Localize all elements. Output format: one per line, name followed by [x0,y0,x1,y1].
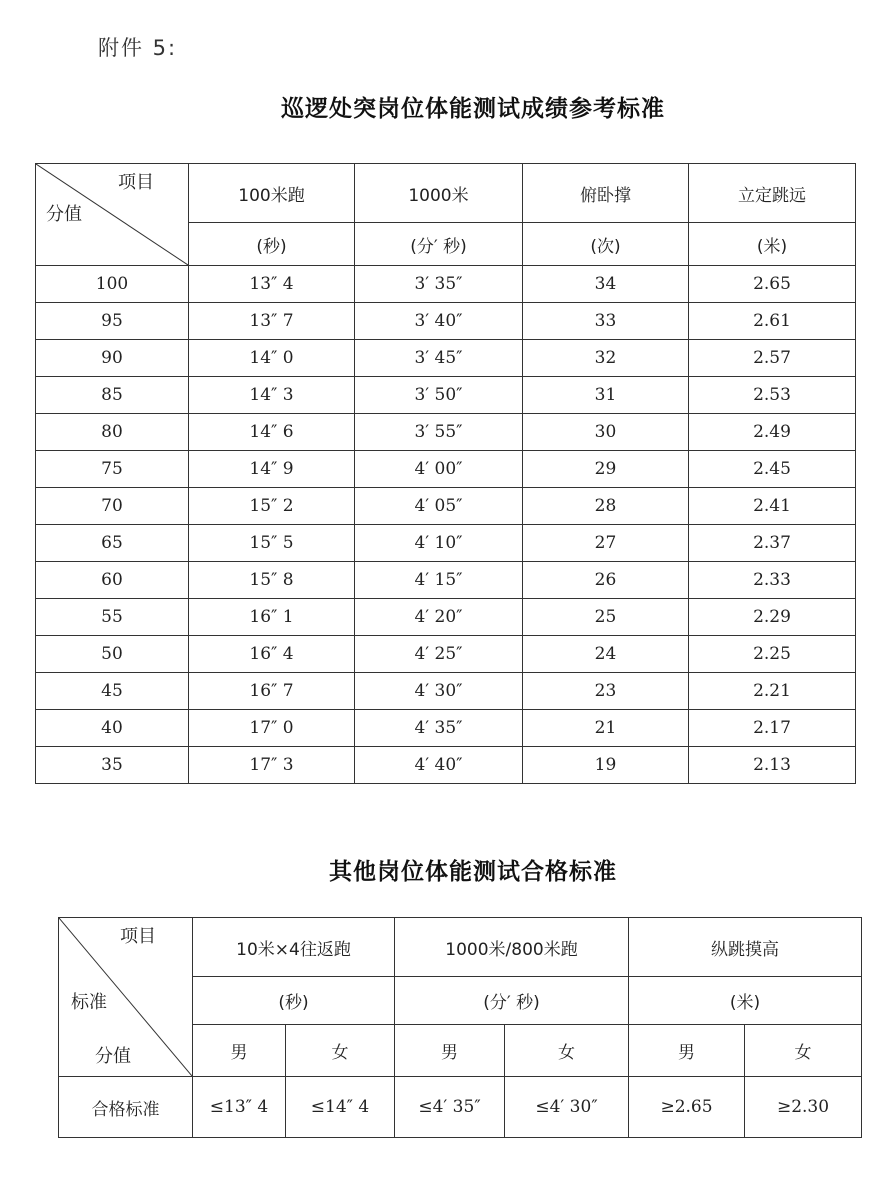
value-cell: 17″ 0 [189,710,355,747]
value-cell: 2.41 [689,488,856,525]
table-row [36,599,856,636]
pass-value: ≤4′ 30″ [505,1077,629,1138]
table-row [36,562,856,599]
value-cell: 16″ 4 [189,636,355,673]
value-cell: 3′ 55″ [355,414,523,451]
pass-value: ≥2.30 [745,1077,862,1138]
table-row [36,451,856,488]
pass-standard-label: 合格标准 [59,1077,193,1138]
table1-corner-cell [36,164,189,266]
table-row [36,525,856,562]
score-cell: 95 [36,303,189,340]
table-row [36,710,856,747]
score-cell: 55 [36,599,189,636]
table-row [36,266,856,303]
corner-score-label: 分值 [95,1046,131,1067]
value-cell: 4′ 10″ [355,525,523,562]
value-cell: 25 [523,599,689,636]
value-cell: 2.29 [689,599,856,636]
table2-corner-cell [59,918,193,1077]
value-cell: 27 [523,525,689,562]
value-cell: 14″ 0 [189,340,355,377]
header-1000m: 1000米 [355,164,523,223]
value-cell: 28 [523,488,689,525]
score-cell: 65 [36,525,189,562]
value-cell: 2.37 [689,525,856,562]
table-row [36,488,856,525]
value-cell: 15″ 2 [189,488,355,525]
value-cell: 4′ 00″ [355,451,523,488]
value-cell: 3′ 40″ [355,303,523,340]
value-cell: 3′ 50″ [355,377,523,414]
pass-standard-table [58,917,862,1138]
gender-male: 男 [193,1025,286,1077]
unit-1000m: (分′ 秒) [355,223,523,266]
header-vertical-jump: 纵跳摸高 [629,918,862,977]
table-row [36,377,856,414]
value-cell: 4′ 25″ [355,636,523,673]
pass-value: ≤4′ 35″ [395,1077,505,1138]
score-cell: 90 [36,340,189,377]
gender-female: 女 [286,1025,395,1077]
unit-shuttle-run: (秒) [193,977,395,1025]
score-cell: 80 [36,414,189,451]
value-cell: 19 [523,747,689,784]
value-cell: 2.57 [689,340,856,377]
unit-long-jump: (米) [689,223,856,266]
value-cell: 33 [523,303,689,340]
value-cell: 3′ 35″ [355,266,523,303]
score-cell: 75 [36,451,189,488]
value-cell: 3′ 45″ [355,340,523,377]
gender-female: 女 [745,1025,862,1077]
header-pushup: 俯卧撑 [523,164,689,223]
score-cell: 60 [36,562,189,599]
value-cell: 4′ 20″ [355,599,523,636]
value-cell: 16″ 7 [189,673,355,710]
value-cell: 16″ 1 [189,599,355,636]
gender-male: 男 [629,1025,745,1077]
value-cell: 2.65 [689,266,856,303]
value-cell: 32 [523,340,689,377]
value-cell: 2.25 [689,636,856,673]
value-cell: 29 [523,451,689,488]
value-cell: 2.21 [689,673,856,710]
value-cell: 2.53 [689,377,856,414]
gender-male: 男 [395,1025,505,1077]
value-cell: 4′ 05″ [355,488,523,525]
value-cell: 2.17 [689,710,856,747]
table-row [36,747,856,784]
value-cell: 2.33 [689,562,856,599]
pass-value: ≤13″ 4 [193,1077,286,1138]
unit-100m: (秒) [189,223,355,266]
value-cell: 2.45 [689,451,856,488]
table-row [36,636,856,673]
value-cell: 13″ 7 [189,303,355,340]
pass-value: ≥2.65 [629,1077,745,1138]
value-cell: 4′ 30″ [355,673,523,710]
value-cell: 15″ 5 [189,525,355,562]
corner-item-label: 项目 [118,172,154,193]
unit-distance-run: (分′ 秒) [395,977,629,1025]
score-cell: 85 [36,377,189,414]
value-cell: 24 [523,636,689,673]
score-cell: 50 [36,636,189,673]
header-long-jump: 立定跳远 [689,164,856,223]
corner-standard-label: 标准 [71,992,107,1013]
value-cell: 23 [523,673,689,710]
score-cell: 100 [36,266,189,303]
table2-title: 其他岗位体能测试合格标准 [329,859,617,885]
value-cell: 21 [523,710,689,747]
fitness-score-table [35,163,856,784]
value-cell: 30 [523,414,689,451]
value-cell: 2.49 [689,414,856,451]
value-cell: 14″ 9 [189,451,355,488]
value-cell: 4′ 35″ [355,710,523,747]
corner-item-label: 项目 [120,926,156,947]
table-row [36,673,856,710]
corner-score-label: 分值 [46,204,82,225]
unit-pushup: (次) [523,223,689,266]
header-shuttle-run: 10米×4往返跑 [193,918,395,977]
score-cell: 70 [36,488,189,525]
table-row [36,414,856,451]
gender-female: 女 [505,1025,629,1077]
value-cell: 13″ 4 [189,266,355,303]
score-cell: 45 [36,673,189,710]
value-cell: 4′ 15″ [355,562,523,599]
score-cell: 35 [36,747,189,784]
pass-value: ≤14″ 4 [286,1077,395,1138]
value-cell: 2.13 [689,747,856,784]
value-cell: 14″ 3 [189,377,355,414]
table-row [36,303,856,340]
value-cell: 34 [523,266,689,303]
unit-vertical-jump: (米) [629,977,862,1025]
value-cell: 17″ 3 [189,747,355,784]
table-row [36,340,856,377]
table1-title: 巡逻处突岗位体能测试成绩参考标准 [281,96,665,122]
header-distance-run: 1000米/800米跑 [395,918,629,977]
score-cell: 40 [36,710,189,747]
value-cell: 2.61 [689,303,856,340]
value-cell: 26 [523,562,689,599]
attachment-label: 附件 5: [98,36,178,60]
table1-body [36,266,856,784]
header-100m: 100米跑 [189,164,355,223]
value-cell: 31 [523,377,689,414]
value-cell: 15″ 8 [189,562,355,599]
value-cell: 14″ 6 [189,414,355,451]
value-cell: 4′ 40″ [355,747,523,784]
